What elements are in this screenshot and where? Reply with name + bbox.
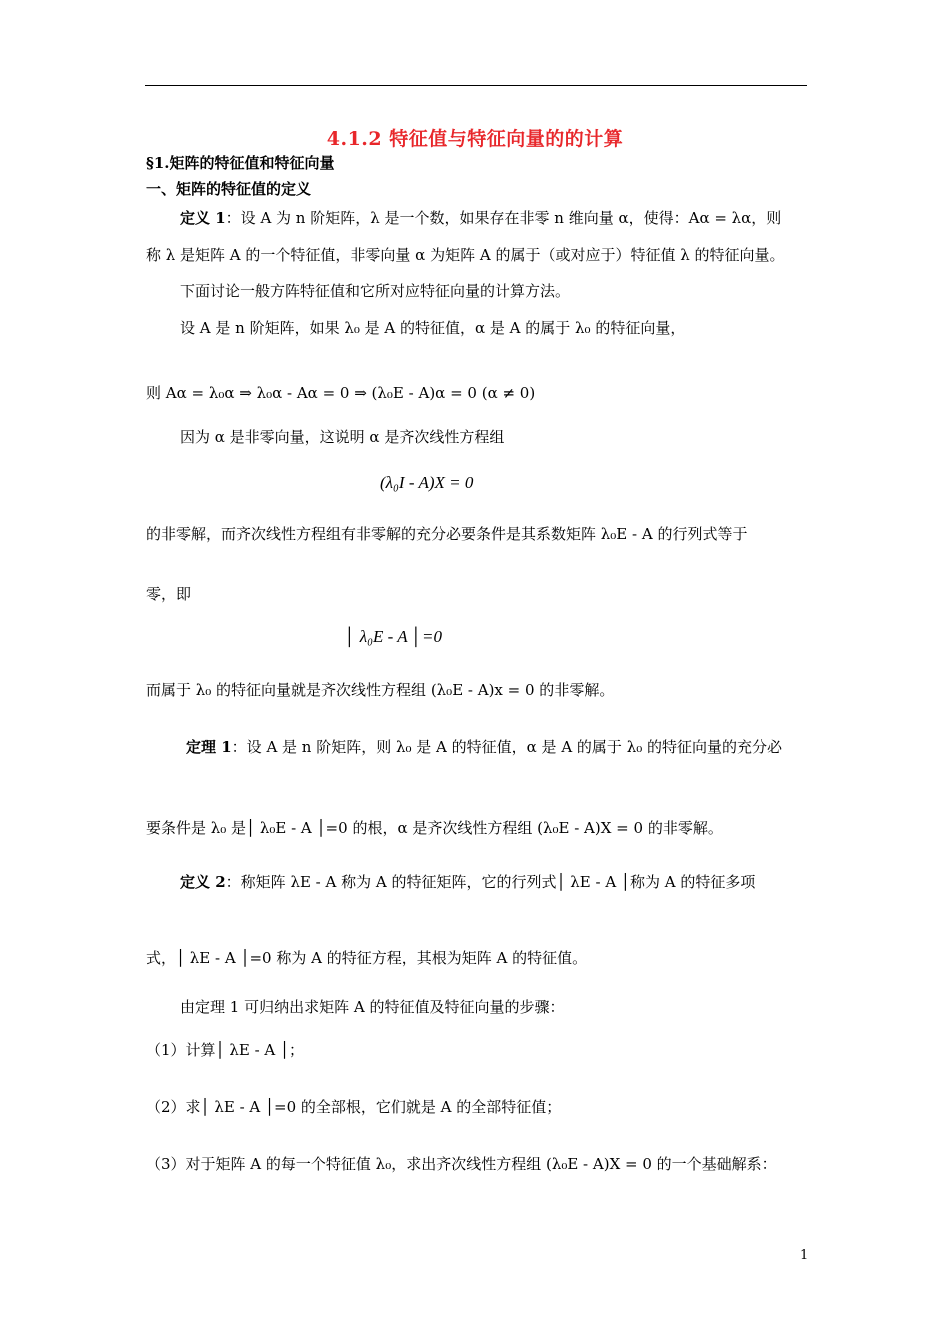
step-3: （3）对于矩阵 A 的每一个特征值 λ₀，求出齐次线性方程组 (λ₀E - A)X = 0 的一个基础解系： — [146, 1155, 777, 1173]
theorem-1-label: 定理 1 — [186, 738, 232, 756]
theorem-1-line-1 — [186, 737, 782, 757]
theorem-1-line-2: 要条件是 λ₀ 是│ λ₀E - A │=0 的根，α 是齐次线性方程组 (λ₀E - A)X = 0 的非零解。 — [146, 819, 723, 837]
definition-2-label: 定义 2 — [180, 873, 226, 891]
paragraph-5: 的非零解，而齐次线性方程组有非零解的充分必要条件是其系数矩阵 λ₀E - A 的行列式等于 — [146, 525, 748, 543]
paragraph-3: 则 Aα = λ₀α ⇒ λ₀α - Aα = 0 ⇒ (λ₀E - A)α = 0 (α ≠ 0) — [146, 384, 536, 402]
page-number: 1 — [800, 1248, 809, 1263]
step-2: （2）求│ λE - A │=0 的全部根，它们就是 A 的全部特征值； — [146, 1098, 562, 1116]
page-title: 4.1.2 特征值与特征向量的的计算 — [326, 128, 624, 150]
paragraph-1: 下面讨论一般方阵特征值和它所对应特征向量的计算方法。 — [180, 282, 571, 300]
definition-1-label: 定义 1 — [180, 209, 226, 227]
step-1: （1）计算│ λE - A │； — [146, 1041, 305, 1059]
definition-1-text-1: ：设 A 为 n 阶矩阵，λ 是一个数，如果存在非零 n 维向量 α，使得：Aα = λα，则 — [225, 209, 782, 227]
equation-1: (λ₀I - A)X = 0 — [380, 473, 474, 492]
header-rule — [145, 85, 807, 86]
definition-1-line-1 — [180, 208, 781, 228]
equation-2: │ λ₀E - A │=0 — [345, 627, 442, 646]
definition-1-line-2: 称 λ 是矩阵 A 的一个特征值，非零向量 α 为矩阵 A 的属于（或对应于）特征值 λ 的特征向量。 — [146, 246, 785, 264]
definition-2-text-1: ：称矩阵 λE - A 称为 A 的特征矩阵，它的行列式│ λE - A │称为 A 的特征多项 — [225, 873, 756, 891]
section-heading: §1.矩阵的特征值和特征向量 — [146, 154, 335, 172]
definition-2-line-2: 式，│ λE - A │=0 称为 A 的特征方程，其根为矩阵 A 的特征值。 — [146, 949, 588, 967]
paragraph-2: 设 A 是 n 阶矩阵，如果 λ₀ 是 A 的特征值，α 是 A 的属于 λ₀ 的特征向量， — [180, 319, 686, 337]
paragraph-7: 而属于 λ₀ 的特征向量就是齐次线性方程组 (λ₀E - A)x = 0 的非零解。 — [146, 681, 615, 699]
paragraph-8: 由定理 1 可归纳出求矩阵 A 的特征值及特征向量的步骤： — [180, 998, 565, 1016]
definition-2-line-1 — [180, 872, 755, 892]
paragraph-4: 因为 α 是非零向量，这说明 α 是齐次线性方程组 — [180, 428, 505, 446]
theorem-1-text-1: ：设 A 是 n 阶矩阵，则 λ₀ 是 A 的特征值，α 是 A 的属于 λ₀ 的特征向量的充分必 — [231, 738, 782, 756]
paragraph-6: 零，即 — [146, 585, 192, 603]
subsection-heading: 一、矩阵的特征值的定义 — [146, 180, 312, 198]
